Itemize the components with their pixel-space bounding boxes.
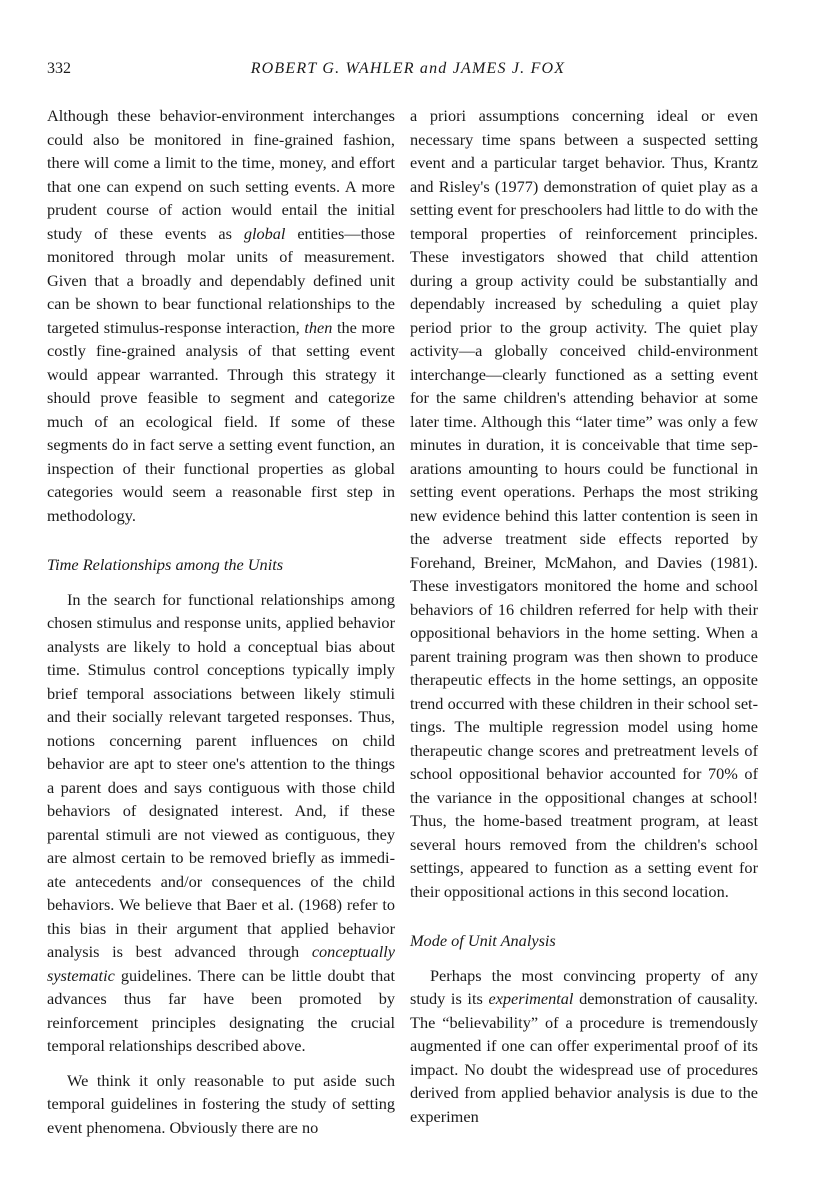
- right-column: [410, 104, 758, 1128]
- emphasis: then: [304, 317, 333, 337]
- emphasis: conceptually systematic: [47, 942, 395, 985]
- paragraph: Although these behavior-environment interchanges could also be monitored in fine-grained fashion, there will come a limit to the time, money, and effort that one can expend on such setting events. A more prudent course of action would entail the initial study of these events as global entities—those monitored through molar units of measurement. Given that a broadly and dependably defined unit can be shown to bear functional relationships to the targeted stimulus-response interaction, then the more costly fine-grained analysis of that setting event would appear warranted. Through this strategy it should prove feasible to segment and categorize much of an ecological field. If some of these segments do in fact serve a setting event function, an inspection of their functional properties as global categories would seem a reasonable first step in methodology.: [47, 106, 395, 525]
- paragraph: We think it only reasonable to put aside such temporal guidelines in fostering the study of setting event phenomena. Obviously there are no: [47, 1070, 395, 1137]
- left-column: [47, 104, 395, 1139]
- paragraph: Perhaps the most convincing property of any study is its experimental demonstration of causality. The “believability” of a procedure is tremendously augmented if one can offer experimental proof of its impact. No doubt the widespread use of procedures derived from applied behavior analysis is due to the experimen: [410, 965, 758, 1126]
- running-head: ROBERT G. WAHLER and JAMES J. FOX: [250, 60, 566, 77]
- page-number: 332: [47, 60, 71, 77]
- paragraph: In the search for functional relationships among chosen stimulus and response units, applied behavior analysts are likely to hold a conceptual bias about time. Stimulus control conceptions typically imply brief temporal associations between likely stimuli and their socially relevant targeted responses. Thus, notions concerning parent influences on child behavior are apt to steer one's attention to the things a parent does and says contiguous with those child behaviors of designated interest. And, if these parental stimuli are not viewed as contiguous, they are almost certain to be removed briefly as immediate antecedents and/or consequences of the child behaviors. We believe that Baer et al. (1968) refer to this bias in their argument that applied behavior analysis is best advanced through conceptually systematic guidelines. There can be little doubt that advances thus far have been promoted by reinforcement principles designating the crucial temporal relationships described above.: [47, 589, 395, 1055]
- page-header: [47, 60, 769, 84]
- paragraph: a priori assumptions concerning ideal or even necessary time spans between a suspected setting event and a particular target behavior. Thus, Krantz and Risley's (1977) demonstration of quiet play as a setting event for preschoolers had little to do with the temporal properties of reinforcement principles. These investigators showed that child attention during a group activity could be substantially and dependably increased by scheduling a quiet play period prior to the group activity. The quiet play activity—a globally conceived child-environment interchange—clearly functioned as a setting event for the same children's attending behavior at some later time. Although this “later time” was only a few minutes in duration, it is conceivable that time separations amounting to hours could be functional in setting event operations. Perhaps the most striking new evidence behind this latter contention is seen in the adverse treatment side effects reported by Forehand, Breiner, McMahon, and Davies (1981). These investigators monitored the home and school behaviors of 16 children referred for help with their oppositional behaviors in the home setting. When a parent training program was then shown to produce therapeutic effects in the home settings, an opposite trend occurred with these children in their school settings. The multiple regression model using home therapeutic change scores and pretreatment levels of school oppositional behavior accounted for 70% of the variance in the oppositional changes at school! Thus, the home-based treatment program, at least several hours removed from the children's school settings, appeared to function as a setting event for their oppositional actions in this second location.: [410, 106, 758, 901]
- emphasis: experimental: [488, 989, 574, 1008]
- emphasis: global: [243, 223, 286, 243]
- section-heading: Time Relationships among the Units: [47, 555, 284, 574]
- section-heading: Mode of Unit Analysis: [410, 931, 556, 950]
